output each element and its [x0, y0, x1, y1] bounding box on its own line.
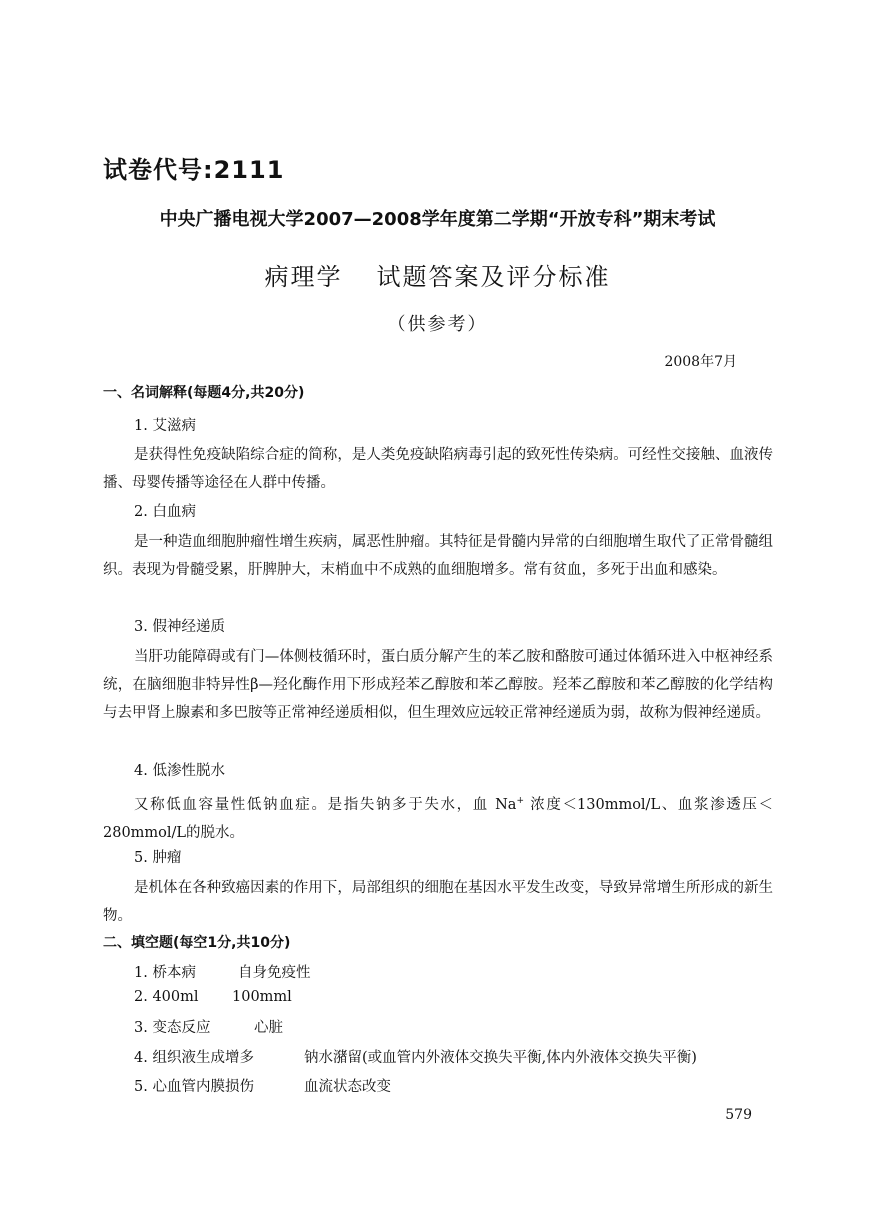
paper-code: 试卷代号:2111	[103, 156, 285, 184]
term-definition	[103, 787, 773, 847]
fill-blank-row	[134, 1016, 283, 1037]
definition-text-after: 浓度＜130mmol/L、血浆渗透压＜280mmol/L的脱水。	[103, 796, 773, 841]
exam-date: 2008年7月	[664, 354, 737, 370]
term-definition: 是机体在各种致癌因素的作用下，局部组织的细胞在基因水平发生改变，导致异常增生所形成的新生物。	[103, 880, 773, 924]
reference-note: （供参考）	[387, 314, 488, 335]
term-title: 5. 肿瘤	[134, 850, 182, 866]
fill-blank-row	[134, 1046, 697, 1067]
fill-blank-number-answer: 5. 心血管内膜损伤	[134, 1079, 254, 1095]
term-title: 1. 艾滋病	[134, 418, 196, 434]
fill-blank-answer: 100mml	[232, 989, 292, 1005]
superscript-plus: +	[516, 796, 525, 806]
fill-blank-row	[134, 989, 292, 1005]
fill-blank-row	[134, 961, 311, 982]
fill-blank-number-answer: 1. 桥本病	[134, 965, 196, 981]
term-definition: 是一种造血细胞肿瘤性增生疾病，属恶性肿瘤。其特征是骨髓内异常的白细胞增生取代了正常骨髓组织。表现为骨髓受累，肝脾肿大，末梢血中不成熟的血细胞增多。常有贫血，多死于出血和感染。	[103, 534, 773, 578]
fill-blank-answer: 钠水潴留(或血管内外液体交换失平衡,体内外液体交换失平衡)	[304, 1050, 697, 1066]
fill-blank-answer: 血流状态改变	[304, 1079, 391, 1095]
definition-text-before: 又称低血容量性低钠血症。是指失钠多于失水，血 Na	[134, 796, 517, 813]
fill-blank-answer: 自身免疫性	[238, 965, 311, 981]
fill-blank-number-answer: 3. 变态反应	[134, 1020, 211, 1036]
term-definition: 当肝功能障碍或有门—体侧枝循环时，蛋白质分解产生的苯乙胺和酪胺可通过体循环进入中枢神经系统，在脑细胞非特异性β—羟化酶作用下形成羟苯乙醇胺和苯乙醇胺。羟苯乙醇胺和苯乙醇胺的化学结构与去甲肾上腺素和多巴胺等正常神经递质相似，但生理效应远较正常神经递质为弱，故称为假神经递质。	[103, 649, 773, 721]
fill-blank-number-answer: 4. 组织液生成增多	[134, 1050, 254, 1066]
term-definition: 是获得性免疫缺陷综合症的简称，是人类免疫缺陷病毒引起的致死性传染病。可经性交接触、血液传播、母婴传播等途径在人群中传播。	[103, 447, 773, 491]
page-number: 579	[725, 1107, 752, 1123]
subject-title	[0, 257, 875, 292]
fill-blank-row	[134, 1075, 391, 1096]
fill-blank-answer: 心脏	[254, 1020, 283, 1036]
term-title: 4. 低渗性脱水	[134, 763, 225, 779]
section-heading-fill-blank: 二、填空题(每空1分,共10分)	[103, 935, 291, 951]
subject-name: 病理学	[264, 263, 343, 291]
answer-subtitle: 试题答案及评分标准	[376, 263, 611, 291]
term-title: 2. 白血病	[134, 504, 196, 520]
exam-title: 中央广播电视大学2007—2008学年度第二学期“开放专科”期末考试	[159, 209, 716, 230]
section-heading-definitions: 一、名词解释(每题4分,共20分)	[103, 385, 305, 401]
fill-blank-number-answer: 2. 400ml	[134, 989, 199, 1005]
term-title: 3. 假神经递质	[134, 619, 225, 635]
